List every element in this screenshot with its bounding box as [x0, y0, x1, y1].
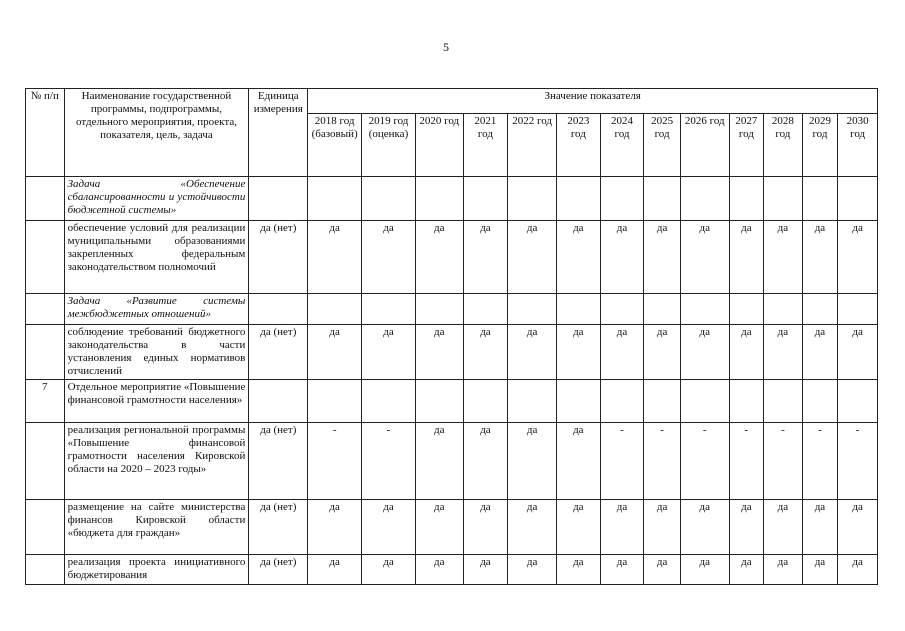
- value-cell: да: [680, 221, 729, 294]
- value-cell: да: [838, 325, 878, 380]
- value-cell: [729, 177, 764, 221]
- page-number: 5: [443, 40, 449, 54]
- value-cell: [557, 294, 601, 325]
- value-cell: да: [802, 555, 838, 585]
- unit-cell: да (нет): [249, 500, 308, 555]
- header-name: Наименование государственной программы, подпрограммы, отдельного мероприятия, проекта, показателя, цель, задача: [64, 89, 249, 177]
- row-number: [26, 325, 65, 380]
- table-row: [26, 500, 878, 555]
- value-cell: [764, 294, 803, 325]
- value-cell: [508, 380, 557, 423]
- value-cell: -: [600, 423, 644, 500]
- value-cell: да: [557, 423, 601, 500]
- value-cell: да: [838, 221, 878, 294]
- row-number: [26, 294, 65, 325]
- header-number: № п/п: [26, 89, 65, 177]
- value-cell: [644, 380, 681, 423]
- value-cell: да: [362, 500, 416, 555]
- value-cell: -: [308, 423, 362, 500]
- header-year: 2018 год (базовый): [308, 114, 362, 177]
- unit-cell: [249, 177, 308, 221]
- value-cell: да: [644, 555, 681, 585]
- value-cell: да: [680, 500, 729, 555]
- value-cell: да: [308, 555, 362, 585]
- value-cell: да: [680, 325, 729, 380]
- header-year: 2020 год: [415, 114, 463, 177]
- value-cell: да: [680, 555, 729, 585]
- value-cell: да: [764, 500, 803, 555]
- value-cell: да: [644, 500, 681, 555]
- value-cell: [680, 380, 729, 423]
- value-cell: [802, 380, 838, 423]
- value-cell: -: [644, 423, 681, 500]
- value-cell: [557, 177, 601, 221]
- table-row: [26, 380, 878, 423]
- value-cell: да: [463, 555, 508, 585]
- value-cell: [644, 177, 681, 221]
- value-cell: да: [557, 500, 601, 555]
- indicator-name: размещение на сайте министерства финансов Кировской области «бюджета для граждан»: [64, 500, 249, 555]
- value-cell: [508, 177, 557, 221]
- value-cell: да: [729, 500, 764, 555]
- value-cell: да: [600, 500, 644, 555]
- value-cell: да: [557, 555, 601, 585]
- value-cell: -: [764, 423, 803, 500]
- header-year: 2029 год: [802, 114, 838, 177]
- value-cell: да: [600, 555, 644, 585]
- value-cell: [463, 177, 508, 221]
- value-cell: да: [415, 423, 463, 500]
- value-cell: да: [415, 500, 463, 555]
- unit-cell: да (нет): [249, 555, 308, 585]
- value-cell: [362, 380, 416, 423]
- value-cell: да: [729, 325, 764, 380]
- header-year: 2019 год (оценка): [362, 114, 416, 177]
- unit-cell: [249, 294, 308, 325]
- unit-cell: да (нет): [249, 325, 308, 380]
- value-cell: да: [508, 325, 557, 380]
- header-year: 2022 год: [508, 114, 557, 177]
- header-year: 2027 год: [729, 114, 764, 177]
- header-year: 2021 год: [463, 114, 508, 177]
- value-cell: да: [508, 221, 557, 294]
- value-cell: да: [600, 221, 644, 294]
- header-year: 2026 год: [680, 114, 729, 177]
- value-cell: [729, 380, 764, 423]
- value-cell: [415, 177, 463, 221]
- table-row: [26, 423, 878, 500]
- value-cell: да: [838, 555, 878, 585]
- value-cell: [308, 177, 362, 221]
- value-cell: [764, 380, 803, 423]
- task-name: Задача «Обеспечение сбалансированности и устойчивости бюджетной системы»: [64, 177, 249, 221]
- value-cell: [600, 380, 644, 423]
- value-cell: да: [838, 500, 878, 555]
- value-cell: [362, 294, 416, 325]
- value-cell: [308, 380, 362, 423]
- value-cell: -: [729, 423, 764, 500]
- value-cell: да: [508, 423, 557, 500]
- value-cell: да: [764, 555, 803, 585]
- value-cell: да: [362, 325, 416, 380]
- row-number: [26, 555, 65, 585]
- value-cell: да: [362, 555, 416, 585]
- value-cell: да: [308, 500, 362, 555]
- value-cell: [362, 177, 416, 221]
- value-cell: -: [362, 423, 416, 500]
- value-cell: да: [557, 221, 601, 294]
- value-cell: [644, 294, 681, 325]
- unit-cell: да (нет): [249, 423, 308, 500]
- table-row: [26, 325, 878, 380]
- value-cell: [508, 294, 557, 325]
- value-cell: [415, 294, 463, 325]
- unit-cell: [249, 380, 308, 423]
- value-cell: [308, 294, 362, 325]
- value-cell: -: [802, 423, 838, 500]
- row-number: [26, 177, 65, 221]
- value-cell: [415, 380, 463, 423]
- value-cell: -: [838, 423, 878, 500]
- value-cell: да: [802, 325, 838, 380]
- header-unit: Единица измерения: [249, 89, 308, 177]
- value-cell: [600, 294, 644, 325]
- value-cell: [680, 294, 729, 325]
- value-cell: да: [362, 221, 416, 294]
- value-cell: [802, 177, 838, 221]
- value-cell: [729, 294, 764, 325]
- indicator-name: реализация проекта инициативного бюджетирования: [64, 555, 249, 585]
- value-cell: да: [802, 221, 838, 294]
- value-cell: да: [729, 221, 764, 294]
- value-cell: да: [508, 500, 557, 555]
- value-cell: да: [644, 325, 681, 380]
- value-cell: да: [463, 423, 508, 500]
- header-year: 2024 год: [600, 114, 644, 177]
- value-cell: да: [415, 555, 463, 585]
- value-cell: да: [764, 221, 803, 294]
- value-cell: [838, 380, 878, 423]
- row-number: [26, 423, 65, 500]
- value-cell: да: [508, 555, 557, 585]
- value-cell: да: [415, 221, 463, 294]
- table-body: [26, 177, 878, 585]
- value-cell: [838, 177, 878, 221]
- value-cell: -: [680, 423, 729, 500]
- value-cell: [557, 380, 601, 423]
- indicator-name: реализация региональной программы «Повышение финансовой грамотности населения Кировской области на 2020 – 2023 годы»: [64, 423, 249, 500]
- value-cell: да: [557, 325, 601, 380]
- row-number: 7: [26, 380, 65, 423]
- value-cell: [764, 177, 803, 221]
- header-year: 2023 год: [557, 114, 601, 177]
- row-number: [26, 221, 65, 294]
- value-cell: [600, 177, 644, 221]
- header-year: 2025 год: [644, 114, 681, 177]
- value-cell: да: [463, 500, 508, 555]
- row-number: [26, 500, 65, 555]
- value-cell: да: [415, 325, 463, 380]
- table-row: [26, 177, 878, 221]
- indicators-table: [25, 88, 878, 585]
- value-cell: [463, 380, 508, 423]
- header-year: 2030 год: [838, 114, 878, 177]
- header-indicator-value: Значение показателя: [308, 89, 878, 114]
- value-cell: да: [802, 500, 838, 555]
- indicator-name: обеспечение условий для реализации муниципальными образованиями закрепленных федеральным законодательством полномочий: [64, 221, 249, 294]
- table-row: [26, 221, 878, 294]
- value-cell: да: [600, 325, 644, 380]
- value-cell: [463, 294, 508, 325]
- table-row: [26, 294, 878, 325]
- value-cell: да: [308, 221, 362, 294]
- table-row: [26, 555, 878, 585]
- value-cell: [802, 294, 838, 325]
- header-year: 2028 год: [764, 114, 803, 177]
- task-name: Задача «Развитие системы межбюджетных отношений»: [64, 294, 249, 325]
- value-cell: да: [308, 325, 362, 380]
- unit-cell: да (нет): [249, 221, 308, 294]
- value-cell: да: [764, 325, 803, 380]
- value-cell: [680, 177, 729, 221]
- value-cell: да: [463, 221, 508, 294]
- value-cell: [838, 294, 878, 325]
- measure-name: Отдельное мероприятие «Повышение финансовой грамотности населения»: [64, 380, 249, 423]
- value-cell: да: [644, 221, 681, 294]
- value-cell: да: [729, 555, 764, 585]
- value-cell: да: [463, 325, 508, 380]
- indicator-name: соблюдение требований бюджетного законодательства в части установления единых нормативов отчислений: [64, 325, 249, 380]
